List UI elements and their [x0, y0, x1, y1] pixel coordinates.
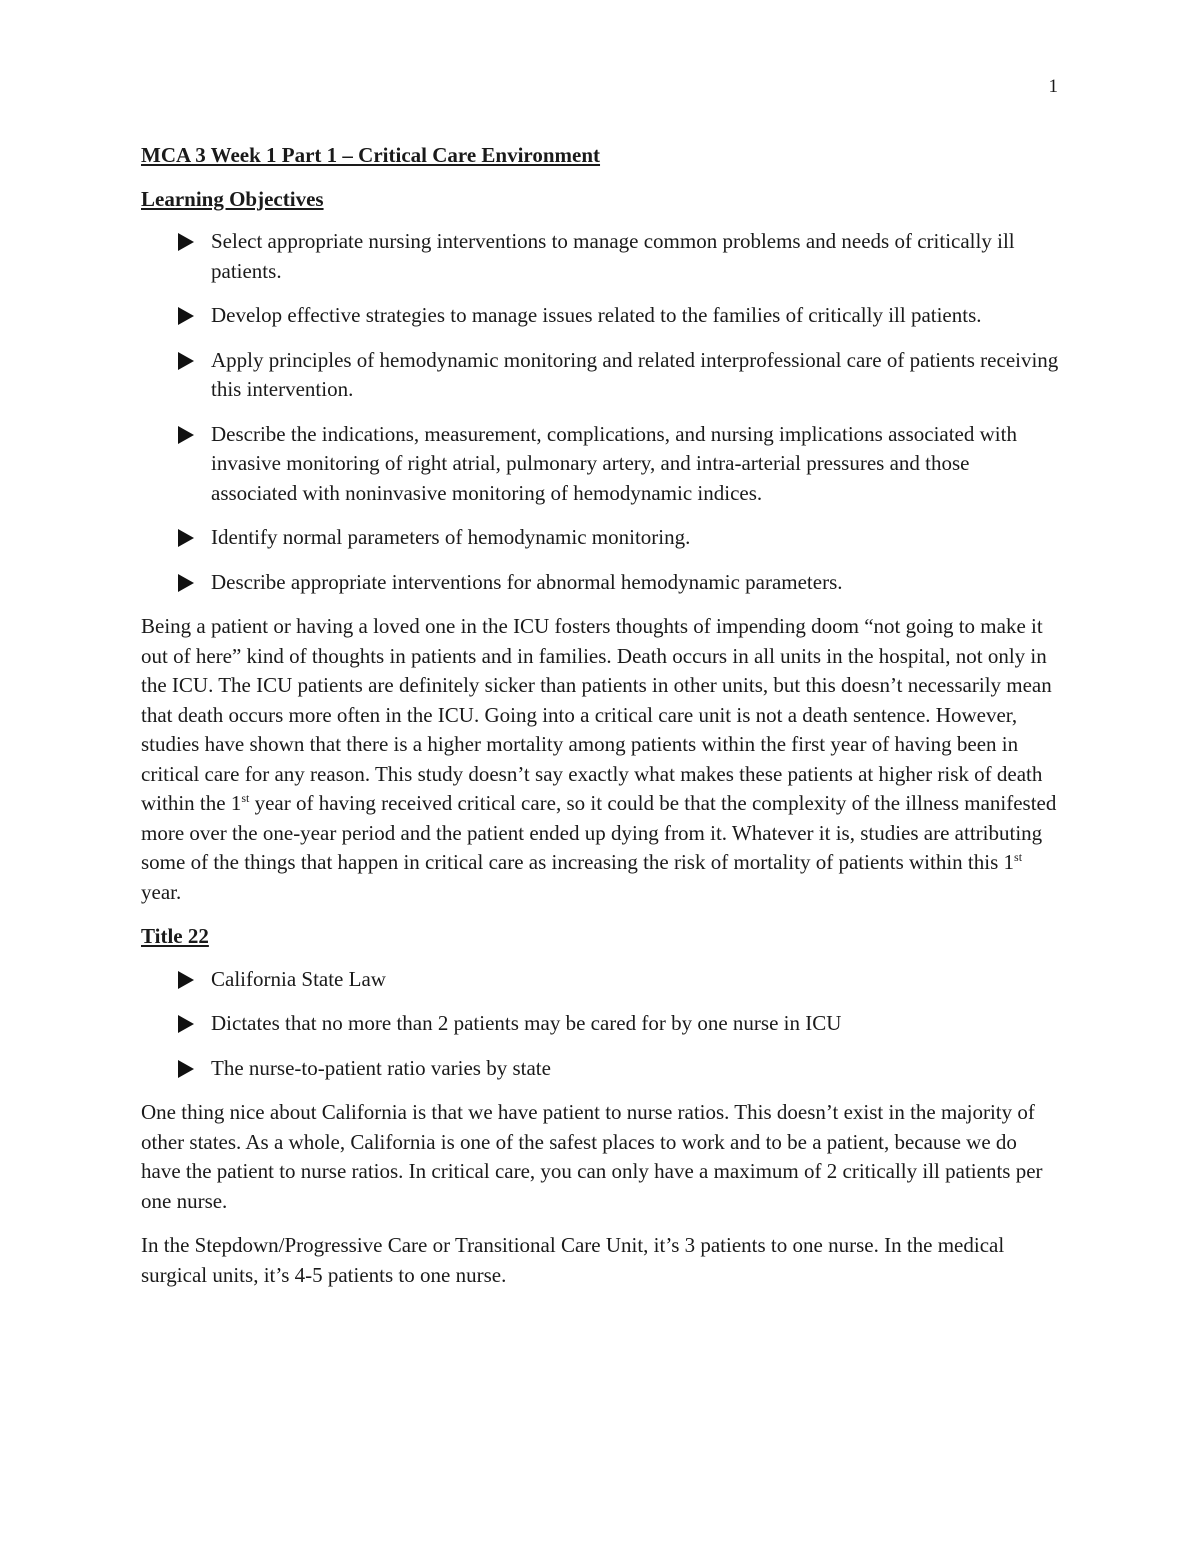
list-item: [141, 523, 1061, 553]
list-item: [141, 227, 1061, 286]
paragraph-text: year of having received critical care, so it could be that the complexity of the illness manifested more over the one-year period and the patient ended up dying from it. Whatever it is, studies are attributing some of the things that happen in critical care as increasing the risk of mortality of patients within this 1: [141, 791, 1057, 874]
section-heading-title-22: Title 22: [141, 924, 209, 948]
list-item-text: Apply principles of hemodynamic monitoring and related interprofessional care of patients receiving this intervention.: [211, 347, 1059, 401]
triangle-bullet-icon: [178, 233, 194, 251]
ordinal-suffix: st: [1014, 850, 1023, 864]
paragraph-text: Being a patient or having a loved one in the ICU fosters thoughts of impending doom “not going to make it out of here” kind of thoughts in patients and in families. Death occurs in all units in the hospital, not only in the ICU. The ICU patients are definitely sicker than patients in other units, but this doesn’t necessarily mean that death occurs more often in the ICU. Going into a critical care unit is not a death sentence. However, studies have shown that there is a higher mortality among patients within the first year of having been in critical care for any reason. This study doesn’t say exactly what makes these patients at higher risk of death within the 1: [141, 614, 1052, 815]
paragraph-stepdown-ratios: In the Stepdown/Progressive Care or Transitional Care Unit, it’s 3 patients to one nurse. In the medical surgical units, it’s 4-5 patients to one nurse.: [141, 1233, 1005, 1287]
list-item: [141, 1054, 1061, 1084]
list-item-text: Identify normal parameters of hemodynamic monitoring.: [211, 525, 691, 549]
document-title: MCA 3 Week 1 Part 1 – Critical Care Environment: [141, 143, 601, 167]
list-item-text: Describe the indications, measurement, complications, and nursing implications associated with invasive monitoring of right atrial, pulmonary artery, and intra-arterial pressures and those associated with noninvasive monitoring of hemodynamic indices.: [211, 421, 1017, 505]
list-item: [141, 965, 1061, 995]
paragraph-california-ratios: One thing nice about California is that we have patient to nurse ratios. This doesn’t exist in the majority of other states. As a whole, California is one of the safest places to work and to be a patient, because we do have the patient to nurse ratios. In critical care, you can only have a maximum of 2 critically ill patients per one nurse.: [141, 1100, 1043, 1213]
list-item: [141, 1009, 1061, 1039]
list-item: [141, 568, 1061, 598]
page-number: 1: [1048, 76, 1058, 97]
section-heading-learning-objectives: Learning Objectives: [141, 186, 324, 211]
list-item: [141, 301, 1061, 331]
triangle-bullet-icon: [178, 352, 194, 370]
list-item-text: Develop effective strategies to manage issues related to the families of critically ill patients.: [211, 303, 982, 327]
list-item-text: California State Law: [211, 966, 386, 991]
list-item-text: Dictates that no more than 2 patients may be cared for by one nurse in ICU: [211, 1011, 842, 1035]
learning-objectives-list: [141, 227, 1061, 597]
triangle-bullet-icon: [178, 574, 194, 592]
title-22-list: [141, 965, 1061, 1084]
list-item-text: The nurse-to-patient ratio varies by state: [211, 1055, 551, 1080]
paragraph-icu-mortality: [141, 612, 1061, 907]
document-body: [141, 141, 1061, 1305]
paragraph-text: year.: [141, 879, 182, 904]
list-item: [141, 420, 1061, 509]
triangle-bullet-icon: [178, 426, 194, 444]
triangle-bullet-icon: [178, 1015, 194, 1033]
triangle-bullet-icon: [178, 1060, 194, 1078]
ordinal-suffix: st: [241, 791, 250, 805]
triangle-bullet-icon: [178, 307, 194, 325]
list-item-text: Describe appropriate interventions for abnormal hemodynamic parameters.: [211, 569, 843, 594]
triangle-bullet-icon: [178, 529, 194, 547]
triangle-bullet-icon: [178, 971, 194, 989]
list-item: [141, 346, 1061, 405]
list-item-text: Select appropriate nursing interventions to manage common problems and needs of critically ill patients.: [211, 229, 1015, 283]
